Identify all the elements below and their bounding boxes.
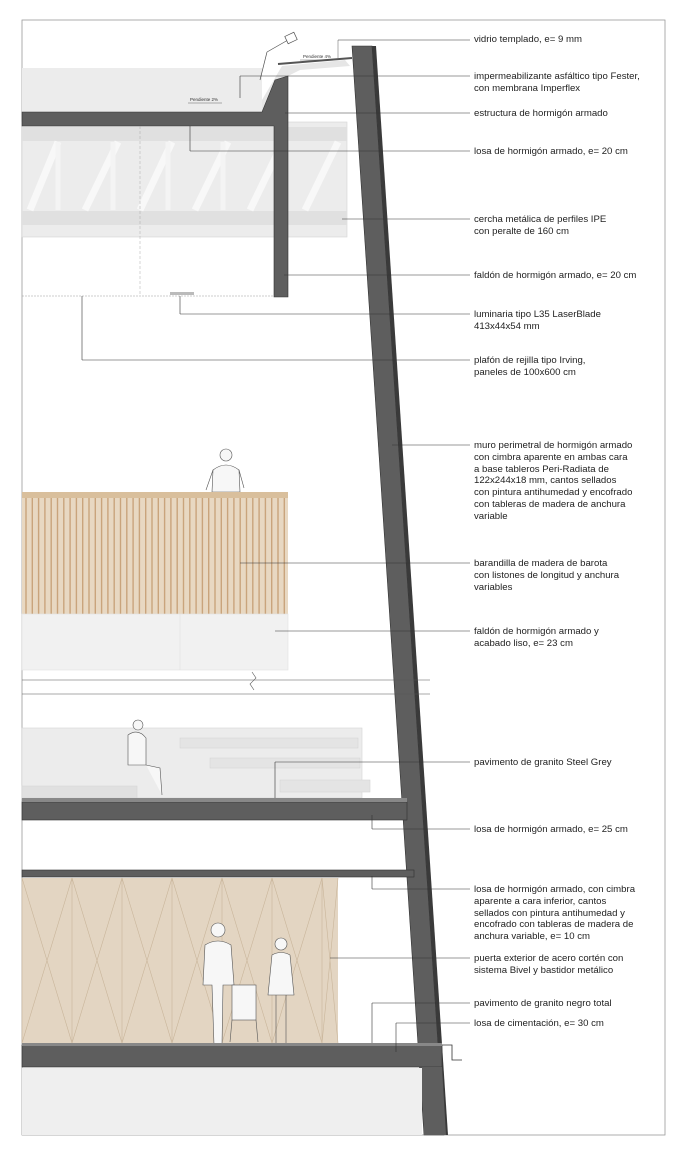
label-pavimento-steel: pavimento de granito Steel Grey [474,757,612,768]
truss [22,122,347,237]
label-cimentacion: losa de cimentación, e= 30 cm [474,1018,604,1029]
label-faldon-20: faldón de hormigón armado, e= 20 cm [474,270,637,281]
standing-figure [206,449,244,492]
label-cercha: cercha metálica de perfiles IPE con peralte de 160 cm [474,214,607,237]
granite-steps [22,728,370,798]
label-puerta: puerta exterior de acero cortén con sistema Bivel y bastidor metálico [474,953,624,976]
label-faldon-23: faldón de hormigón armado y acabado liso, e= 23 cm [474,626,599,649]
label-losa-10: losa de hormigón armado, con cimbra aparente a cara inferior, cantos sellados con pintura antihumedad y encofrado con tableras de madera de anchura variable, e= 10 cm [474,884,636,943]
label-impermeabilizante: impermeabilizante asfáltico tipo Fester, con membrana Imperflex [474,71,640,94]
label-luminaria: luminaria tipo L35 LaserBlade 413x44x54 mm [474,309,601,332]
slab-10 [22,870,414,877]
perimeter-wall [352,46,444,1135]
label-estructura: estructura de hormigón armado [474,108,608,119]
break-line [22,672,430,694]
label-losa-20: losa de hormigón armado, e= 20 cm [474,146,628,157]
slope-right-label: Pendiente 4% [303,54,332,59]
slope-left-label: Pendiente 2% [190,97,219,102]
label-vidrio: vidrio templado, e= 9 mm [474,34,582,45]
floor-slab-25 [22,802,407,820]
foundation-slab [22,1045,442,1067]
label-barandilla: barandilla de madera de barota con listones de longitud y anchura variables [474,558,620,593]
roof-fill [22,68,262,112]
label-pavimento-negro: pavimento de granito negro total [474,998,612,1009]
concrete-fascia [22,614,288,670]
basement-fill [22,1068,422,1135]
wood-railing [22,492,288,614]
label-muro: muro perimetral de hormigón armado con cimbra aparente en ambas cara a base tableros Peri-Radiata de 122x244x18 mm, cantos sellados con pintura antihumedad y encofrado con tableras de madera de anchura variable [474,440,633,522]
laserblade-luminaire [170,292,194,295]
label-plafon: plafón de rejilla tipo Irving, paneles de 100x600 cm [474,355,586,378]
label-losa-25: losa de hormigón armado, e= 25 cm [474,824,628,835]
